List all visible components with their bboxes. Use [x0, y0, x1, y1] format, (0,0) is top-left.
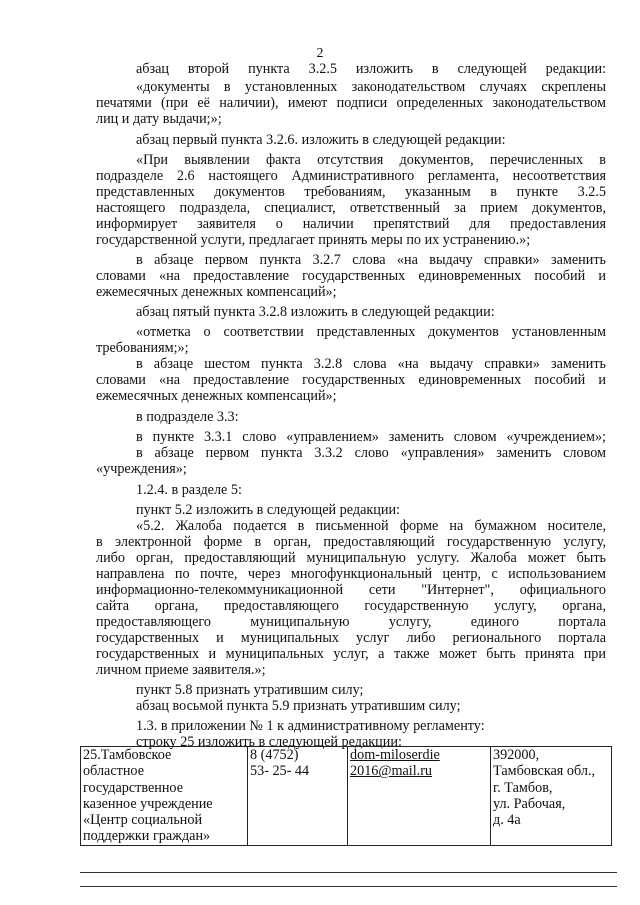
- text-line: пункт 5.8 признать утратившим силу;: [136, 682, 364, 698]
- table-row: [81, 747, 612, 846]
- phone-cell: [248, 747, 348, 846]
- text-line: в пункте 3.3.1 слово «управлением» заменить словом «учреждением»;: [136, 429, 606, 445]
- text-line: представленных документов требованиям, указанным в пункте 3.2.5: [96, 184, 606, 200]
- organization-cell: [81, 747, 248, 846]
- text-line: государственной услуги, предлагает принять меры по их устранению.»;: [96, 232, 531, 248]
- email-link[interactable]: 2016@mail.ru: [350, 763, 433, 780]
- cell-line: областное: [83, 763, 144, 780]
- address-table: [80, 746, 612, 846]
- text-line: «документы в установленных законодательством случаях скреплены: [136, 79, 606, 95]
- text-line: государственных и муниципальных услуг либо регионального портала: [96, 630, 606, 646]
- text-line: абзац второй пункта 3.2.5 изложить в следующей редакции:: [136, 61, 606, 77]
- text-line: либо орган, предоставляющий муниципальную услугу. Жалоба может быть: [96, 550, 606, 566]
- cell-line: 8 (4752): [250, 747, 299, 763]
- text-line: сайта органа, предоставляющего государственную услугу, органа,: [96, 598, 606, 614]
- cell-line: государственное: [83, 779, 183, 796]
- text-line: ежемесячных денежных компенсаций»;: [96, 284, 337, 300]
- text-line: ежемесячных денежных компенсаций»;: [96, 388, 337, 404]
- text-line: «5.2. Жалоба подается в письменной форме на бумажном носителе,: [136, 518, 606, 534]
- text-line: государственных и муниципальных услуг, а также может быть принята при: [96, 646, 606, 662]
- text-line: предоставляющего муниципальную услугу, единого портала: [96, 614, 606, 630]
- address-cell: [491, 747, 612, 846]
- text-line: «отметка о соответствии представленных документов установленным: [136, 324, 606, 340]
- text-line: словами «на предоставление государственных единовременных пособий и: [96, 268, 606, 284]
- email-link[interactable]: dom-miloserdie: [350, 747, 440, 763]
- text-line: строку 25 изложить в следующей редакции:: [136, 734, 402, 750]
- text-line: в подразделе 3.3:: [136, 409, 239, 425]
- cell-line: казенное учреждение: [83, 795, 213, 812]
- text-line: в абзаце первом пункта 3.2.7 слова «на выдачу справки» заменить: [136, 252, 606, 268]
- text-line: направлена по почте, через многофункциональный центр, с использованием: [96, 566, 606, 582]
- text-line: абзац восьмой пункта 5.9 признать утратившим силу;: [136, 698, 461, 714]
- divider-line: [80, 886, 617, 887]
- email-cell: [348, 747, 491, 846]
- text-line: информирует заявителя о наличии препятствий для предоставления: [96, 216, 606, 232]
- divider-line: [80, 872, 617, 873]
- text-line: в абзаце первом пункта 3.3.2 слово «управления» заменить словом: [136, 445, 606, 461]
- cell-line: «Центр социальной: [83, 812, 203, 829]
- text-line: требованиям;»;: [96, 340, 189, 356]
- text-line: «учреждения»;: [96, 461, 187, 477]
- text-line: в абзаце шестом пункта 3.2.8 слова «на выдачу справки» заменить: [136, 356, 606, 372]
- cell-line: г. Тамбов,: [493, 779, 553, 796]
- text-line: лиц и дату выдачи;»;: [96, 111, 222, 127]
- text-line: информационно-телекоммуникационной сети "Интернет", официального: [96, 582, 606, 598]
- text-line: абзац первый пункта 3.2.6. изложить в следующей редакции:: [136, 132, 506, 148]
- text-line: печатями (при её наличии), имеют подписи определенных законодательством: [96, 95, 606, 111]
- cell-line: 53- 25- 44: [250, 763, 310, 780]
- page-number: 2: [316, 46, 324, 61]
- cell-line: 25.Тамбовское: [83, 747, 172, 763]
- text-line: «При выявлении факта отсутствия документов, перечисленных в: [136, 152, 606, 168]
- text-line: абзац пятый пункта 3.2.8 изложить в следующей редакции:: [136, 304, 495, 320]
- text-line: личном приеме заявителя.»;: [96, 662, 266, 678]
- cell-line: ул. Рабочая,: [493, 795, 566, 812]
- cell-line: поддержки граждан»: [83, 828, 211, 845]
- cell-line: д. 4а: [493, 812, 521, 829]
- text-line: 1.3. в приложении № 1 к административному регламенту:: [136, 718, 485, 734]
- text-line: в электронной форме в орган, предоставляющий государственную услугу,: [96, 534, 606, 550]
- cell-line: 392000,: [493, 747, 540, 763]
- text-line: 1.2.4. в разделе 5:: [136, 482, 242, 498]
- text-line: словами «на предоставление государственных единовременных пособий и: [96, 372, 606, 388]
- text-line: подразделе 2.6 настоящего Административного регламента, несоответствия: [96, 168, 606, 184]
- text-line: пункт 5.2 изложить в следующей редакции:: [136, 502, 400, 518]
- cell-line: Тамбовская обл.,: [493, 763, 595, 780]
- text-line: настоящего подраздела, специалист, ответственный за прием документов,: [96, 200, 606, 216]
